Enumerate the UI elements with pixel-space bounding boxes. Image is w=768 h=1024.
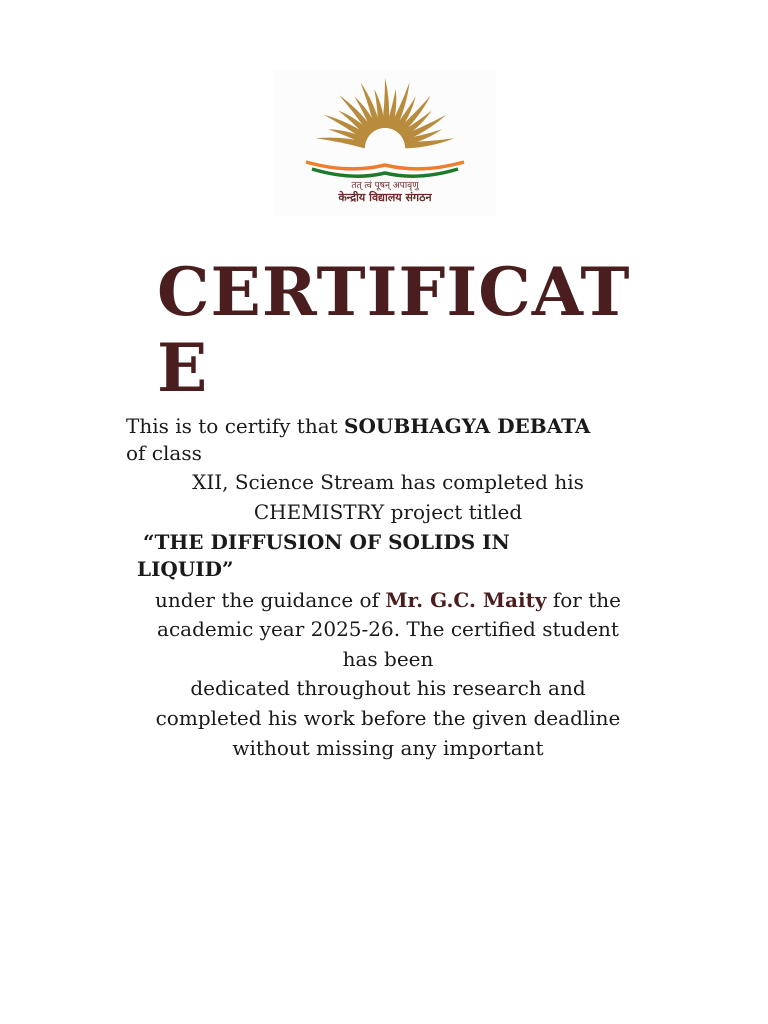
guide-name: Mr. G.C. Maity [385, 588, 547, 612]
dedicated-line: dedicated throughout his research and [190, 676, 586, 700]
stream-line: XII, Science Stream has completed his [192, 470, 584, 494]
class-line: of class [126, 441, 202, 465]
guidance-prefix: under the guidance of [155, 588, 386, 612]
guidance-line [108, 586, 668, 614]
has-been-line: has been [342, 647, 434, 671]
certify-prefix: This is to certify that [126, 414, 345, 438]
green-arc [312, 169, 458, 176]
saffron-arc [306, 162, 464, 169]
project-title-line2: LIQUID” [137, 557, 234, 581]
deadline-line: completed his work before the given deadline [155, 706, 621, 730]
academic-year-line: academic year 2025-26. The certified student [157, 617, 619, 641]
kvs-emblem-icon [274, 70, 496, 216]
logo-motto: तत् त्वं पूषन् अपावृणु [351, 181, 419, 191]
certify-line [126, 412, 590, 440]
student-name: SOUBHAGYA DEBATA [344, 414, 591, 438]
kvs-logo [274, 70, 496, 216]
certificate-title: CERTIFICATE [157, 253, 631, 407]
important-line: without missing any important [232, 736, 544, 760]
guidance-suffix: for the [546, 588, 621, 612]
project-title-line1: “THE DIFFUSION OF SOLIDS IN [143, 530, 510, 554]
logo-org-name: केन्द्रीय विद्यालय संगठन [338, 191, 432, 204]
subject-line: CHEMISTRY project titled [253, 500, 523, 524]
